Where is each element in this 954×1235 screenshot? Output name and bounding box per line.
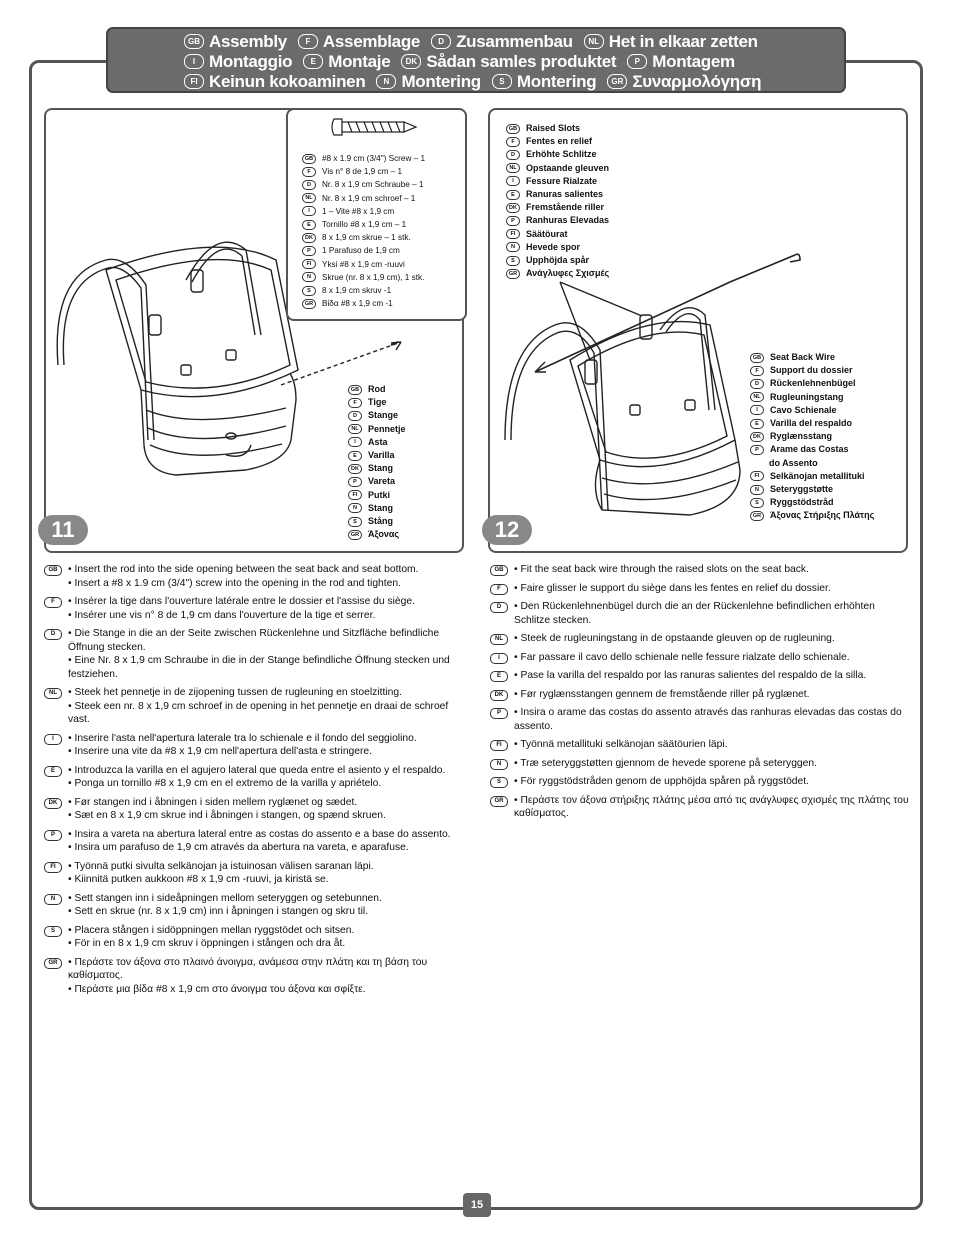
label-item <box>750 391 874 404</box>
instruction-lines <box>514 582 910 596</box>
language-code-badge: DK <box>44 798 62 809</box>
language-code-badge: E <box>303 54 323 69</box>
instruction-line: • Sett en skrue (nr. 8 x 1,9 cm) inn i åpningen i stangen og skru til. <box>68 906 369 917</box>
instruction-line: • Inserire una vite da #8 x 1,9 cm nell'apertura dell'asta e stringere. <box>68 746 373 757</box>
label-item <box>750 404 874 417</box>
step-12-number: 12 <box>482 515 532 545</box>
instruction-lines <box>514 757 910 771</box>
instruction-block <box>44 892 464 919</box>
language-code-badge: DK <box>401 54 421 69</box>
instruction-line: • Inserire l'asta nell'apertura laterale tra lo schienale e il fondo del seggiolino. <box>68 732 417 744</box>
header-item <box>184 32 287 52</box>
header-row <box>184 32 834 51</box>
language-code-badge: N <box>302 272 316 282</box>
label-item <box>750 364 874 377</box>
language-code-badge: F <box>750 366 764 376</box>
label-text: Ranuras salientes <box>526 189 604 200</box>
instruction-line: • Kiinnitä putken aukkoon #8 x 1,9 cm -ruuvi, ja kiristä se. <box>68 874 329 885</box>
language-code-badge: P <box>490 708 508 719</box>
label-item <box>302 178 425 191</box>
language-code-badge: N <box>506 242 520 252</box>
language-code-badge: P <box>627 54 647 69</box>
header-title: Montering <box>401 71 481 91</box>
label-text: Varilla <box>368 450 395 461</box>
language-code-badge: I <box>44 734 62 745</box>
instruction-line: • Insira um parafuso de 1,9 cm através da abertura na vareta, e aparafuse. <box>68 842 409 853</box>
header-banner <box>106 27 846 93</box>
instruction-line: • Steek een nr. 8 x 1,9 cm schroef in de opening in het pennetje en draai de schroef vast. <box>68 700 449 725</box>
label-text: Vis n° 8 de 1,9 cm – 1 <box>322 167 403 177</box>
label-text: Rugleuningstang <box>770 391 844 402</box>
language-code-badge: D <box>490 602 508 613</box>
label-text: Putki <box>368 489 391 500</box>
label-item <box>348 436 406 449</box>
language-code-badge: E <box>750 419 764 429</box>
language-code-badge: GR <box>44 958 62 969</box>
instruction-lines <box>514 688 910 702</box>
label-text: Skrue (nr. 8 x 1,9 cm), 1 stk. <box>322 272 425 282</box>
label-text: Nr. 8 x 1,9 cm Schraube – 1 <box>322 180 424 190</box>
instruction-lines <box>68 627 464 681</box>
header-title: Keinun kokoaminen <box>209 71 366 91</box>
instruction-lines <box>68 924 464 951</box>
instruction-line: • För in en 8 x 1,9 cm skruv i öppningen i stången och dra åt. <box>68 938 346 949</box>
language-code-badge: GR <box>490 796 508 807</box>
instruction-block <box>44 956 464 997</box>
instruction-block <box>490 582 910 596</box>
language-code-badge: GB <box>302 154 316 164</box>
language-code-badge: GR <box>506 269 520 279</box>
instruction-line: • Den Rückenlehnenbügel durch die an der Rückenlehne befindlichen erhöhten Schlitze stecken. <box>514 601 875 626</box>
language-code-badge: E <box>44 766 62 777</box>
label-text: 8 x 1,9 cm skruv -1 <box>322 286 392 296</box>
label-item <box>302 218 425 231</box>
instruction-lines <box>514 794 910 821</box>
label-text: Tornillo #8 x 1,9 cm – 1 <box>322 220 407 230</box>
instruction-line: • Insérer la tige dans l'ouverture latérale entre le dossier et l'assise du siège. <box>68 596 415 607</box>
label-text: Ranhuras Elevadas <box>526 215 610 226</box>
label-item <box>348 489 406 502</box>
instruction-block <box>44 860 464 887</box>
instruction-line: • Placera stången i sidöppningen mellan ryggstödet och sitsen. <box>68 924 355 936</box>
label-text: Upphöjda spår <box>526 255 590 266</box>
language-code-badge: F <box>506 137 520 147</box>
language-code-badge: GB <box>506 124 520 134</box>
language-code-badge: N <box>376 74 396 89</box>
language-code-badge: P <box>750 445 764 455</box>
label-text: Rückenlehnenbügel <box>770 378 856 389</box>
label-text: Asta <box>368 436 388 447</box>
language-code-badge: D <box>348 411 362 421</box>
language-code-badge: S <box>750 498 764 508</box>
label-text: Vareta <box>368 476 396 487</box>
label-text: Βίδα #8 x 1,9 cm -1 <box>322 299 393 309</box>
label-text: Yksi #8 x 1,9 cm -ruuvi <box>322 259 405 269</box>
instruction-line: • Steek het pennetje in de zijopening tussen de rugleuning en stoelzitting. <box>68 687 402 698</box>
instruction-lines <box>514 600 910 627</box>
label-text: Nr. 8 x 1,9 cm schroef – 1 <box>322 193 416 203</box>
language-code-badge: S <box>44 926 62 937</box>
instruction-line: • Eine Nr. 8 x 1,9 cm Schraube in die in der Stange befindliche Öffnung stecken und festziehen. <box>68 655 450 680</box>
language-code-badge: GR <box>348 530 362 540</box>
label-text: Stange <box>368 410 399 421</box>
instruction-block <box>44 828 464 855</box>
language-code-badge: P <box>44 830 62 841</box>
header-item <box>376 72 480 92</box>
instruction-block <box>44 563 464 590</box>
language-code-badge: GR <box>302 299 316 309</box>
language-code-badge: E <box>506 190 520 200</box>
header-item <box>492 72 596 92</box>
label-text: Säätöurat <box>526 228 568 239</box>
language-code-badge: N <box>750 485 764 495</box>
header-item <box>627 52 735 72</box>
language-code-badge: I <box>348 437 362 447</box>
label-item <box>302 192 425 205</box>
language-code-badge: F <box>44 597 62 608</box>
label-item <box>750 430 874 443</box>
label-text: Rod <box>368 384 386 394</box>
instruction-lines <box>514 738 910 752</box>
instruction-line: • Περάστε τον άξονα στήριξης πλάτης μέσα από τις ανάγλυφες σχισμές της πλάτης του καθίσματος. <box>514 794 909 819</box>
instruction-block <box>490 775 910 789</box>
language-code-badge: GR <box>607 74 627 89</box>
instruction-block <box>44 627 464 681</box>
label-item <box>348 475 406 488</box>
label-item <box>302 165 425 178</box>
language-code-badge: FI <box>44 862 62 873</box>
language-code-badge: FI <box>750 471 764 481</box>
language-code-badge: N <box>44 894 62 905</box>
instruction-block <box>490 669 910 683</box>
instruction-line: • Før stangen ind i åbningen i siden mellem ryglænet og sædet. <box>68 796 358 808</box>
language-code-badge: S <box>506 256 520 266</box>
instruction-block <box>44 796 464 823</box>
instruction-lines <box>68 828 464 855</box>
language-code-badge: S <box>492 74 512 89</box>
instruction-lines <box>68 764 464 791</box>
language-code-badge: D <box>506 150 520 160</box>
header-title: Montagem <box>652 51 735 71</box>
instruction-block <box>44 686 464 727</box>
label-text: Fessure Rialzate <box>526 175 598 186</box>
label-text: Ryglænsstang <box>770 431 833 442</box>
language-code-badge: P <box>506 216 520 226</box>
language-code-badge: NL <box>506 163 520 173</box>
step-12-panel <box>488 108 908 553</box>
language-code-badge: DK <box>490 690 508 701</box>
step-11-number: 11 <box>38 515 88 545</box>
label-text: Ανάγλυφες Σχισμές <box>526 268 610 279</box>
language-code-badge: S <box>490 777 508 788</box>
language-code-badge: DK <box>302 233 316 243</box>
header-item <box>401 52 616 72</box>
instruction-line: • Insert a #8 x 1.9 cm (3/4") screw into the opening in the rod and tighten. <box>68 577 401 589</box>
header-item <box>298 32 420 52</box>
header-item <box>607 72 761 92</box>
label-text: 1 Parafuso de 1,9 cm <box>322 246 400 256</box>
label-text: Hevede spor <box>526 241 581 252</box>
instruction-block <box>44 732 464 759</box>
label-text: Arame das Costas <box>770 444 849 455</box>
language-code-badge: GR <box>750 511 764 521</box>
label-text: 1 – Vite #8 x 1,9 cm <box>322 206 395 216</box>
header-row <box>184 72 834 91</box>
header-title: Assemblage <box>322 31 421 51</box>
label-item <box>348 462 406 475</box>
instruction-line: • Steek de rugleuningstang in de opstaande gleuven op de rugleuning. <box>514 633 835 644</box>
instruction-lines <box>68 892 464 919</box>
label-text: Varilla del respaldo <box>770 418 853 429</box>
label-text: Stang <box>368 463 394 474</box>
language-code-badge: N <box>490 759 508 770</box>
label-text: 8 x 1,9 cm skrue – 1 stk. <box>322 233 411 243</box>
label-item <box>348 502 406 515</box>
instruction-lines <box>68 732 464 759</box>
page-number: 15 <box>463 1193 491 1217</box>
label-item <box>348 409 406 422</box>
label-item <box>750 351 874 364</box>
header-row <box>184 52 834 71</box>
header-title: Montering <box>516 71 597 91</box>
language-code-badge: I <box>750 405 764 415</box>
language-code-badge: FI <box>348 490 362 500</box>
header-title: Assembly <box>209 31 287 51</box>
header-item <box>184 72 365 92</box>
header-title: Het in elkaar zetten <box>608 31 758 51</box>
instruction-line: • Fit the seat back wire through the raised slots on the seat back. <box>514 564 809 575</box>
language-code-badge: I <box>302 206 316 216</box>
label-text: Tige <box>368 397 387 408</box>
label-text: Stang <box>368 502 394 513</box>
label-item <box>750 483 874 496</box>
instruction-line: • Περάστε τον άξονα στο πλαινό άνοιγμα, ανάμεσα στην πλάτη και τη βάση του καθίσματος. <box>68 956 428 981</box>
label-item <box>302 297 425 310</box>
instruction-block <box>490 757 910 771</box>
label-item <box>302 244 425 257</box>
language-code-badge: GB <box>184 34 204 49</box>
label-item <box>750 509 874 522</box>
step-12-instructions <box>490 563 910 826</box>
label-text: Seteryggstøtte <box>770 484 834 495</box>
label-item <box>302 258 425 271</box>
label-text: Selkänojan metallituki <box>770 470 865 481</box>
language-code-badge: P <box>348 477 362 487</box>
language-code-badge: FI <box>506 229 520 239</box>
language-code-badge: I <box>184 54 204 69</box>
label-item <box>348 515 406 528</box>
label-text: #8 x 1.9 cm (3/4") Screw – 1 <box>322 154 426 163</box>
label-text: Seat Back Wire <box>770 352 835 362</box>
instruction-block <box>44 595 464 622</box>
language-code-badge: GB <box>348 385 362 395</box>
header-title: Zusammenbau <box>456 31 573 51</box>
instruction-lines <box>68 563 464 590</box>
instruction-lines <box>68 595 464 622</box>
seat-back-wire-labels <box>750 351 874 523</box>
label-item <box>750 470 874 483</box>
label-text: Raised Slots <box>526 123 581 133</box>
language-code-badge: I <box>490 653 508 664</box>
instruction-line: • Die Stange in die an der Seite zwischen Rückenlehne und Sitzfläche befindliche Öffnung stecken. <box>68 628 440 653</box>
instruction-line: • Työnnä putki sivulta selkänojan ja istuinosan välisen saranan läpi. <box>68 860 374 872</box>
label-item <box>348 449 406 462</box>
language-code-badge: GB <box>44 565 62 576</box>
language-code-badge: DK <box>348 464 362 474</box>
label-text: Stång <box>368 516 394 527</box>
screw-labels <box>302 152 425 310</box>
instruction-block <box>490 794 910 821</box>
label-item <box>302 231 425 244</box>
language-code-badge: E <box>348 451 362 461</box>
language-code-badge: FI <box>302 259 316 269</box>
header-title: Montaggio <box>209 51 293 71</box>
language-code-badge: E <box>490 671 508 682</box>
instruction-lines <box>68 796 464 823</box>
header-item <box>303 52 390 72</box>
language-code-badge: S <box>348 517 362 527</box>
language-code-badge: DK <box>750 432 764 442</box>
instruction-line: • Ponga un tornillo #8 x 1,9 cm en el extremo de la varilla y apriételo. <box>68 778 382 789</box>
step-11-instructions <box>44 563 464 1001</box>
language-code-badge: NL <box>348 424 362 434</box>
instruction-lines <box>514 632 910 646</box>
language-code-badge: P <box>302 246 316 256</box>
instruction-line: • Insira o arame das costas do assento através das ranhuras elevadas das costas do assento. <box>514 707 902 732</box>
instruction-lines <box>514 706 910 733</box>
instruction-line: • Insérer une vis n° 8 de 1,9 cm dans l'ouverture de la tige et serrer. <box>68 609 376 621</box>
language-code-badge: NL <box>490 634 508 645</box>
language-code-badge: E <box>302 220 316 230</box>
label-item <box>302 271 425 284</box>
label-item <box>750 377 874 390</box>
label-text: Cavo Schienale <box>770 404 837 415</box>
label-text: Opstaande gleuven <box>526 162 610 173</box>
instruction-block <box>490 706 910 733</box>
label-text: do Assento <box>769 457 818 468</box>
instruction-block <box>490 563 910 577</box>
language-code-badge: NL <box>44 688 62 699</box>
instruction-block <box>490 651 910 665</box>
language-code-badge: NL <box>750 392 764 402</box>
language-code-badge: F <box>348 398 362 408</box>
instruction-lines <box>68 686 464 727</box>
label-text: Support du dossier <box>770 365 853 376</box>
label-item <box>302 152 425 165</box>
instruction-lines <box>68 956 464 997</box>
label-text: Erhöhte Schlitze <box>526 149 597 160</box>
instruction-lines <box>68 860 464 887</box>
header-title: Συναρμολόγηση <box>632 71 762 91</box>
language-code-badge: S <box>302 286 316 296</box>
label-item <box>750 443 874 456</box>
label-text: Fremstående riller <box>526 202 605 213</box>
screw-callout <box>286 108 467 321</box>
label-text: Ryggstödstråd <box>770 497 834 508</box>
language-code-badge: I <box>506 176 520 186</box>
instruction-lines <box>514 669 910 683</box>
label-item <box>348 528 406 541</box>
language-code-badge: N <box>348 503 362 513</box>
label-item <box>750 496 874 509</box>
label-item <box>302 284 425 297</box>
instruction-block <box>490 688 910 702</box>
label-text: Άξονας Στήριξης Πλάτης <box>770 510 875 521</box>
instruction-lines <box>514 563 910 577</box>
instruction-block <box>44 924 464 951</box>
label-item <box>348 383 406 396</box>
instruction-line: • Insert the rod into the side opening between the seat back and seat bottom. <box>68 564 419 575</box>
header-title: Sådan samles produktet <box>426 51 617 71</box>
instruction-block <box>490 632 910 646</box>
label-item <box>750 457 874 470</box>
instruction-line: • Far passare il cavo dello schienale nelle fessure rialzate dello schienale. <box>514 651 850 663</box>
language-code-badge: NL <box>584 34 604 49</box>
language-code-badge: F <box>490 584 508 595</box>
instruction-line: • Insira a vareta na abertura lateral entre as costas do assento e a base do assento. <box>68 828 451 840</box>
header-item <box>431 32 573 52</box>
instruction-line: • Før ryglænsstangen gennem de fremstående riller på ryglænet. <box>514 688 810 700</box>
instruction-line: • Περάστε μια βίδα #8 x 1,9 cm στο άνοιγμα του άξονα και σφίξτε. <box>68 983 366 995</box>
label-item <box>348 396 406 409</box>
header-item <box>184 52 292 72</box>
instruction-line: • För ryggstödstråden genom de upphöjda spåren på ryggstödet. <box>514 776 809 787</box>
language-code-badge: D <box>302 180 316 190</box>
instruction-lines <box>514 775 910 789</box>
language-code-badge: DK <box>506 203 520 213</box>
language-code-badge: NL <box>302 193 316 203</box>
language-code-badge: FI <box>184 74 204 89</box>
label-item <box>348 423 406 436</box>
instruction-block <box>490 600 910 627</box>
language-code-badge: FI <box>490 740 508 751</box>
instruction-line: • Sett stangen inn i sideåpningen mellom seteryggen og setebunnen. <box>68 892 382 904</box>
instruction-line: • Faire glisser le support du siège dans les fentes en relief du dossier. <box>514 582 831 594</box>
instruction-block <box>44 764 464 791</box>
language-code-badge: D <box>431 34 451 49</box>
rod-labels <box>348 383 406 541</box>
header-item <box>584 32 758 52</box>
label-text: Pennetje <box>368 423 406 434</box>
instruction-line: • Sæt en 8 x 1,9 cm skrue ind i åbningen i stangen, og spænd skruen. <box>68 810 386 821</box>
screw-icon <box>330 116 420 138</box>
header-title: Montaje <box>328 51 391 71</box>
label-text: Fentes en relief <box>526 136 593 147</box>
instruction-line: • Introduzca la varilla en el agujero lateral que queda entre el asiento y el respaldo. <box>68 764 446 776</box>
label-item <box>302 205 425 218</box>
instruction-line: • Työnnä metallituki selkänojan säätöurien läpi. <box>514 739 728 750</box>
language-code-badge: GB <box>490 565 508 576</box>
language-code-badge: F <box>302 167 316 177</box>
language-code-badge: F <box>298 34 318 49</box>
language-code-badge: D <box>750 379 764 389</box>
language-code-badge: GB <box>750 353 764 363</box>
instruction-line: • Pase la varilla del respaldo por las ranuras salientes del respaldo de la silla. <box>514 670 867 681</box>
language-code-badge: D <box>44 629 62 640</box>
label-item <box>750 417 874 430</box>
instruction-lines <box>514 651 910 665</box>
instruction-block <box>490 738 910 752</box>
label-text: Άξονας <box>368 529 400 540</box>
instruction-line: • Træ seteryggstøtten gjennom de hevede sporene på seteryggen. <box>514 757 817 769</box>
